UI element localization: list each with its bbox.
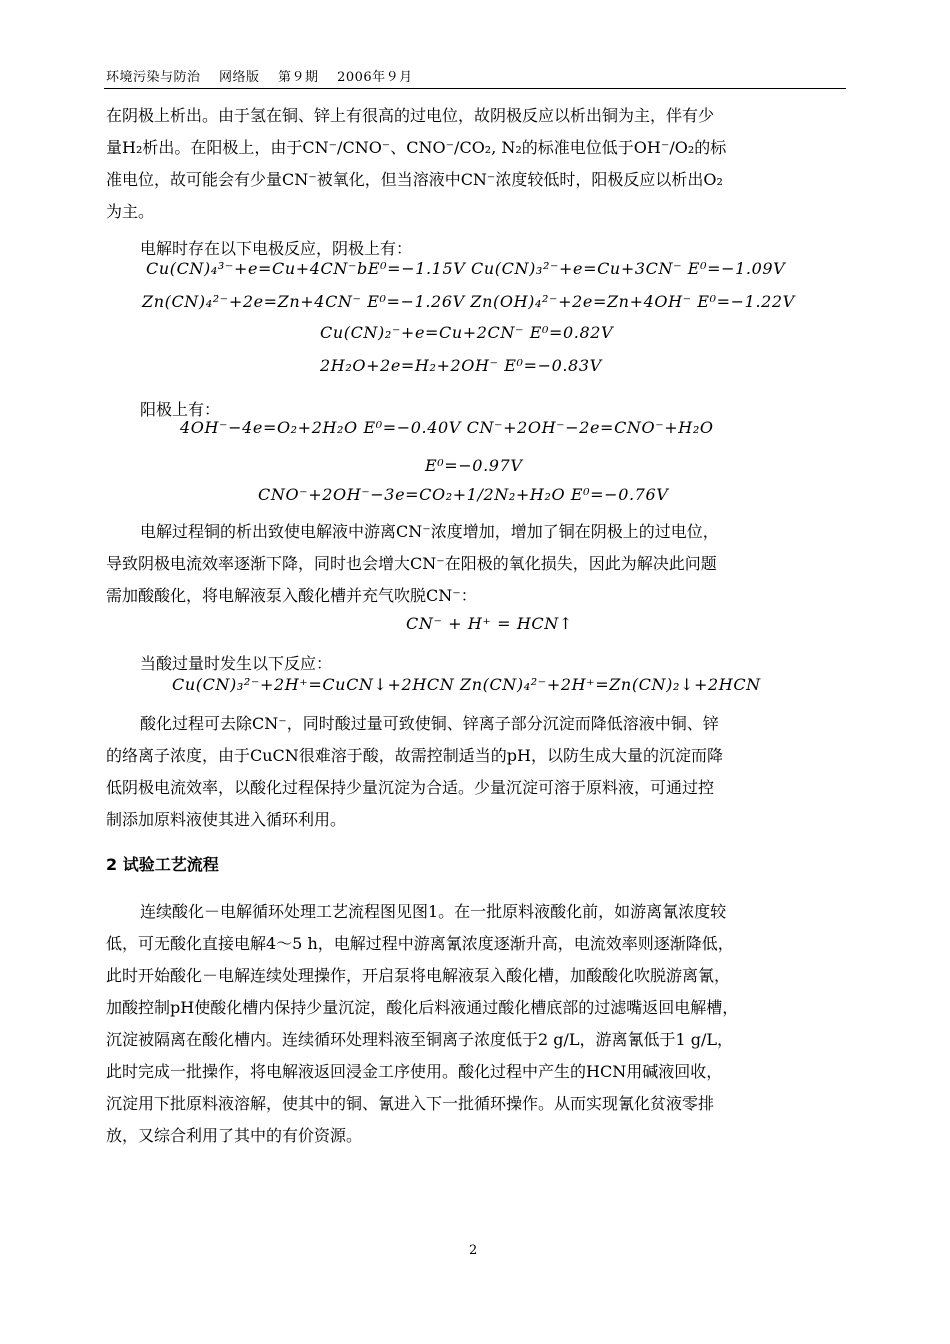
header-rule xyxy=(104,88,846,89)
paragraph-line: 低，可无酸化直接电解4～5 h，电解过程中游离氰浓度逐渐升高，电流效率则逐渐降低， xyxy=(106,934,734,953)
paragraph-line: 量H₂析出。在阳极上，由于CN⁻/CNO⁻、CNO⁻/CO₂, N₂的标准电位低于OH⁻/O₂的标 xyxy=(106,138,727,157)
equation-cathode-4: 2H₂O+2e=H₂+2OH⁻ E⁰=−0.83V xyxy=(320,356,602,375)
running-header: 环境污染与防治 网络版 第９期 2006年９月 xyxy=(106,70,413,85)
paragraph-line: 导致阴极电流效率逐渐下降，同时也会增大CN⁻在阳极的氧化损失，因此为解决此问题 xyxy=(106,554,717,573)
paragraph-2 xyxy=(106,516,846,612)
paragraph-line: 沉淀被隔离在酸化槽内。连续循环处理料液至铜离子浓度低于2 g/L，游离氰低于1 g/L， xyxy=(106,1030,734,1049)
paragraph-4 xyxy=(106,896,846,1152)
section-heading: 2 试验工艺流程 xyxy=(106,855,219,874)
paragraph-line: 准电位，故可能会有少量CN⁻被氧化，但当溶液中CN⁻浓度较低时，阳极反应以析出O₂ xyxy=(106,170,723,189)
paragraph-line: 电解过程铜的析出致使电解液中游离CN⁻浓度增加，增加了铜在阴极上的过电位， xyxy=(140,522,719,541)
paragraph-line: 此时开始酸化－电解连续处理操作，开启泵将电解液泵入酸化槽，加酸酸化吹脱游离氰， xyxy=(106,966,731,985)
equation-acidification: CN⁻ + H⁺ = HCN↑ xyxy=(406,614,573,633)
excess-acid-label: 当酸过量时发生以下反应： xyxy=(140,654,333,673)
paragraph-line: 此时完成一批操作，将电解液返回浸金工序使用。酸化过程中产生的HCN用碱液回收， xyxy=(106,1062,723,1081)
equation-anode-2: E⁰=−0.97V xyxy=(425,456,523,475)
equation-cathode-2: Zn(CN)₄²⁻+2e=Zn+4CN⁻ E⁰=−1.26V Zn(OH)₄²⁻+2e=Zn+4OH⁻ E⁰=−1.22V xyxy=(142,292,795,311)
paragraph-line: 制添加原料液使其进入循环利用。 xyxy=(106,810,347,829)
equation-excess-acid: Cu(CN)₃²⁻+2H⁺=CuCN↓+2HCN Zn(CN)₄²⁻+2H⁺=Zn(CN)₂↓+2HCN xyxy=(172,675,761,694)
equation-anode-3: CNO⁻+2OH⁻−3e=CO₂+1/2N₂+H₂O E⁰=−0.76V xyxy=(258,485,669,504)
paragraph-line: 为主。 xyxy=(106,202,155,221)
paragraph-line: 连续酸化－电解循环处理工艺流程图见图1。在一批原料液酸化前，如游离氰浓度较 xyxy=(140,902,727,921)
paragraph-line: 酸化过程可去除CN⁻，同时酸过量可致使铜、锌离子部分沉淀而降低溶液中铜、锌 xyxy=(140,714,719,733)
equation-anode-1: 4OH⁻−4e=O₂+2H₂O E⁰=−0.40V CN⁻+2OH⁻−2e=CNO⁻+H₂O xyxy=(180,418,714,437)
cathode-label: 电解时存在以下电极反应，阴极上有： xyxy=(140,239,413,258)
anode-label: 阳极上有： xyxy=(140,400,221,419)
paragraph-line: 放，又综合利用了其中的有价资源。 xyxy=(106,1126,363,1145)
paragraph-line: 沉淀用下批原料液溶解，使其中的铜、氰进入下一批循环操作。从而实现氰化贫液零排 xyxy=(106,1094,715,1113)
equation-cathode-3: Cu(CN)₂⁻+e=Cu+2CN⁻ E⁰=0.82V xyxy=(320,323,614,342)
paragraph-3 xyxy=(106,708,846,836)
equation-cathode-1: Cu(CN)₄³⁻+e=Cu+4CN⁻bE⁰=−1.15V Cu(CN)₃²⁻+e=Cu+3CN⁻ E⁰=−1.09V xyxy=(146,259,786,278)
paragraph-line: 在阴极上析出。由于氢在铜、锌上有很高的过电位，故阴极反应以析出铜为主，伴有少 xyxy=(106,106,715,125)
paragraph-1 xyxy=(106,100,846,228)
paragraph-line: 需加酸酸化，将电解液泵入酸化槽并充气吹脱CN⁻： xyxy=(106,586,477,605)
paragraph-line: 的络离子浓度，由于CuCN很难溶于酸，故需控制适当的pH，以防生成大量的沉淀而降 xyxy=(106,746,723,765)
paragraph-line: 低阴极电流效率，以酸化过程保持少量沉淀为合适。少量沉淀可溶于原料液，可通过控 xyxy=(106,778,715,797)
page-number: 2 xyxy=(469,1243,478,1258)
paragraph-line: 加酸控制pH使酸化槽内保持少量沉淀，酸化后料液通过酸化槽底部的过滤嘴返回电解槽， xyxy=(106,998,739,1017)
